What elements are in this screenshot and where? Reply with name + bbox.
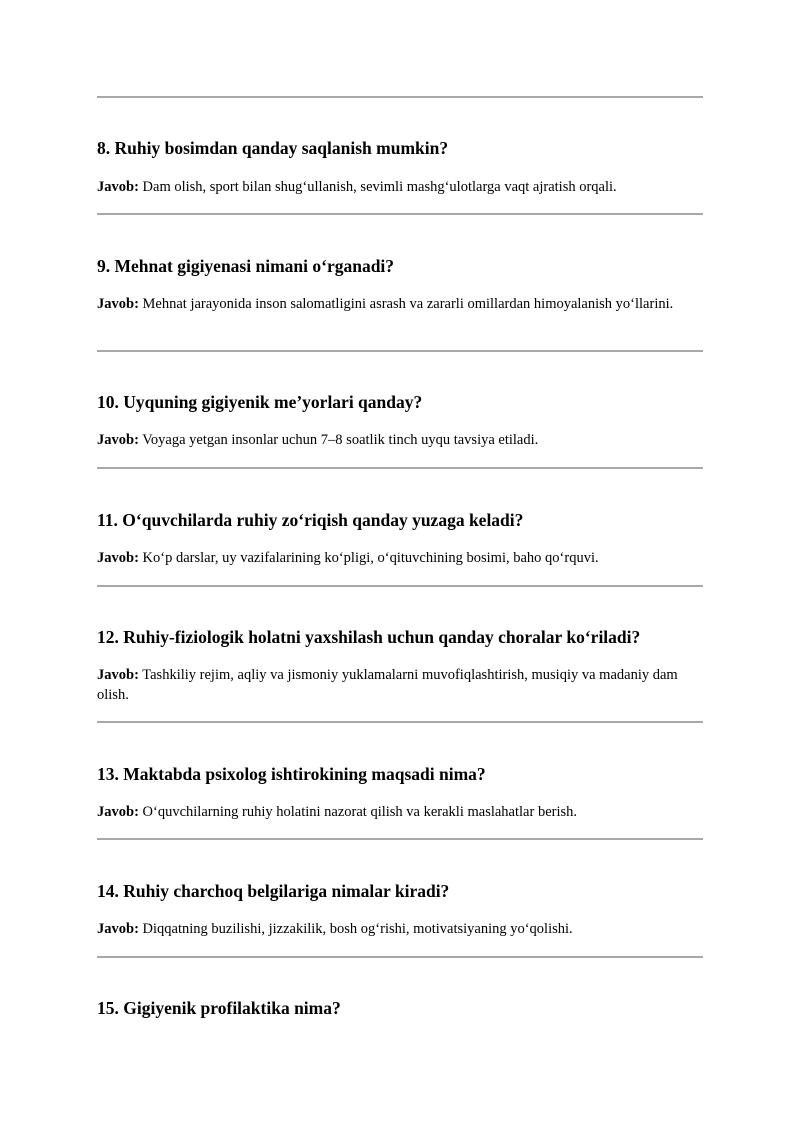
divider — [97, 585, 703, 587]
answer-label: Javob: — [97, 296, 139, 312]
divider — [97, 838, 703, 840]
divider — [97, 213, 703, 215]
divider — [97, 96, 703, 98]
answer-label: Javob: — [97, 179, 139, 195]
divider — [97, 350, 703, 352]
question-13: 13. Maktabda psixolog ishtirokining maqsadi nima? — [97, 764, 486, 784]
answer-12 — [97, 665, 687, 705]
answer-label: Javob: — [97, 550, 139, 566]
question-14: 14. Ruhiy charchoq belgilariga nimalar kiradi? — [97, 881, 450, 901]
answer-13 — [97, 802, 687, 822]
question-10: 10. Uyquning gigiyenik me’yorlari qanday? — [97, 392, 423, 412]
answer-10 — [97, 430, 687, 450]
answer-text: Voyaga yetgan insonlar uchun 7–8 soatlik tinch uyqu tavsiya etiladi. — [142, 432, 539, 448]
answer-text: O‘quvchilarning ruhiy holatini nazorat qilish va kerakli maslahatlar berish. — [142, 804, 578, 820]
answer-11 — [97, 548, 687, 568]
answer-text: Diqqatning buzilishi, jizzakilik, bosh og‘rishi, motivatsiyaning yo‘qolishi. — [142, 921, 573, 937]
answer-14 — [97, 919, 687, 939]
answer-text: Tashkiliy rejim, aqliy va jismoniy yuklamalarni muvofiqlashtirish, musiqiy va madaniy dam olish. — [97, 667, 678, 703]
question-15: 15. Gigiyenik profilaktika nima? — [97, 998, 341, 1018]
question-9: 9. Mehnat gigiyenasi nimani o‘rganadi? — [97, 256, 395, 276]
answer-8 — [97, 177, 687, 197]
question-8: 8. Ruhiy bosimdan qanday saqlanish mumkin? — [97, 138, 449, 158]
answer-9 — [97, 294, 687, 314]
answer-text: Ko‘p darslar, uy vazifalarining ko‘pligi, o‘qituvchining bosimi, baho qo‘rquvi. — [142, 550, 599, 566]
answer-label: Javob: — [97, 804, 139, 820]
answer-text: Mehnat jarayonida inson salomatligini asrash va zararli omillardan himoyalanish yo‘llarini. — [142, 296, 674, 312]
answer-label: Javob: — [97, 432, 139, 448]
divider — [97, 956, 703, 958]
answer-label: Javob: — [97, 921, 139, 937]
divider — [97, 467, 703, 469]
answer-text: Dam olish, sport bilan shug‘ullanish, sevimli mashg‘ulotlarga vaqt ajratish orqali. — [142, 179, 617, 195]
divider — [97, 721, 703, 723]
question-12: 12. Ruhiy-fiziologik holatni yaxshilash uchun qanday choralar ko‘riladi? — [97, 627, 641, 647]
question-11: 11. O‘quvchilarda ruhiy zo‘riqish qanday yuzaga keladi? — [97, 510, 524, 530]
answer-label: Javob: — [97, 667, 139, 683]
